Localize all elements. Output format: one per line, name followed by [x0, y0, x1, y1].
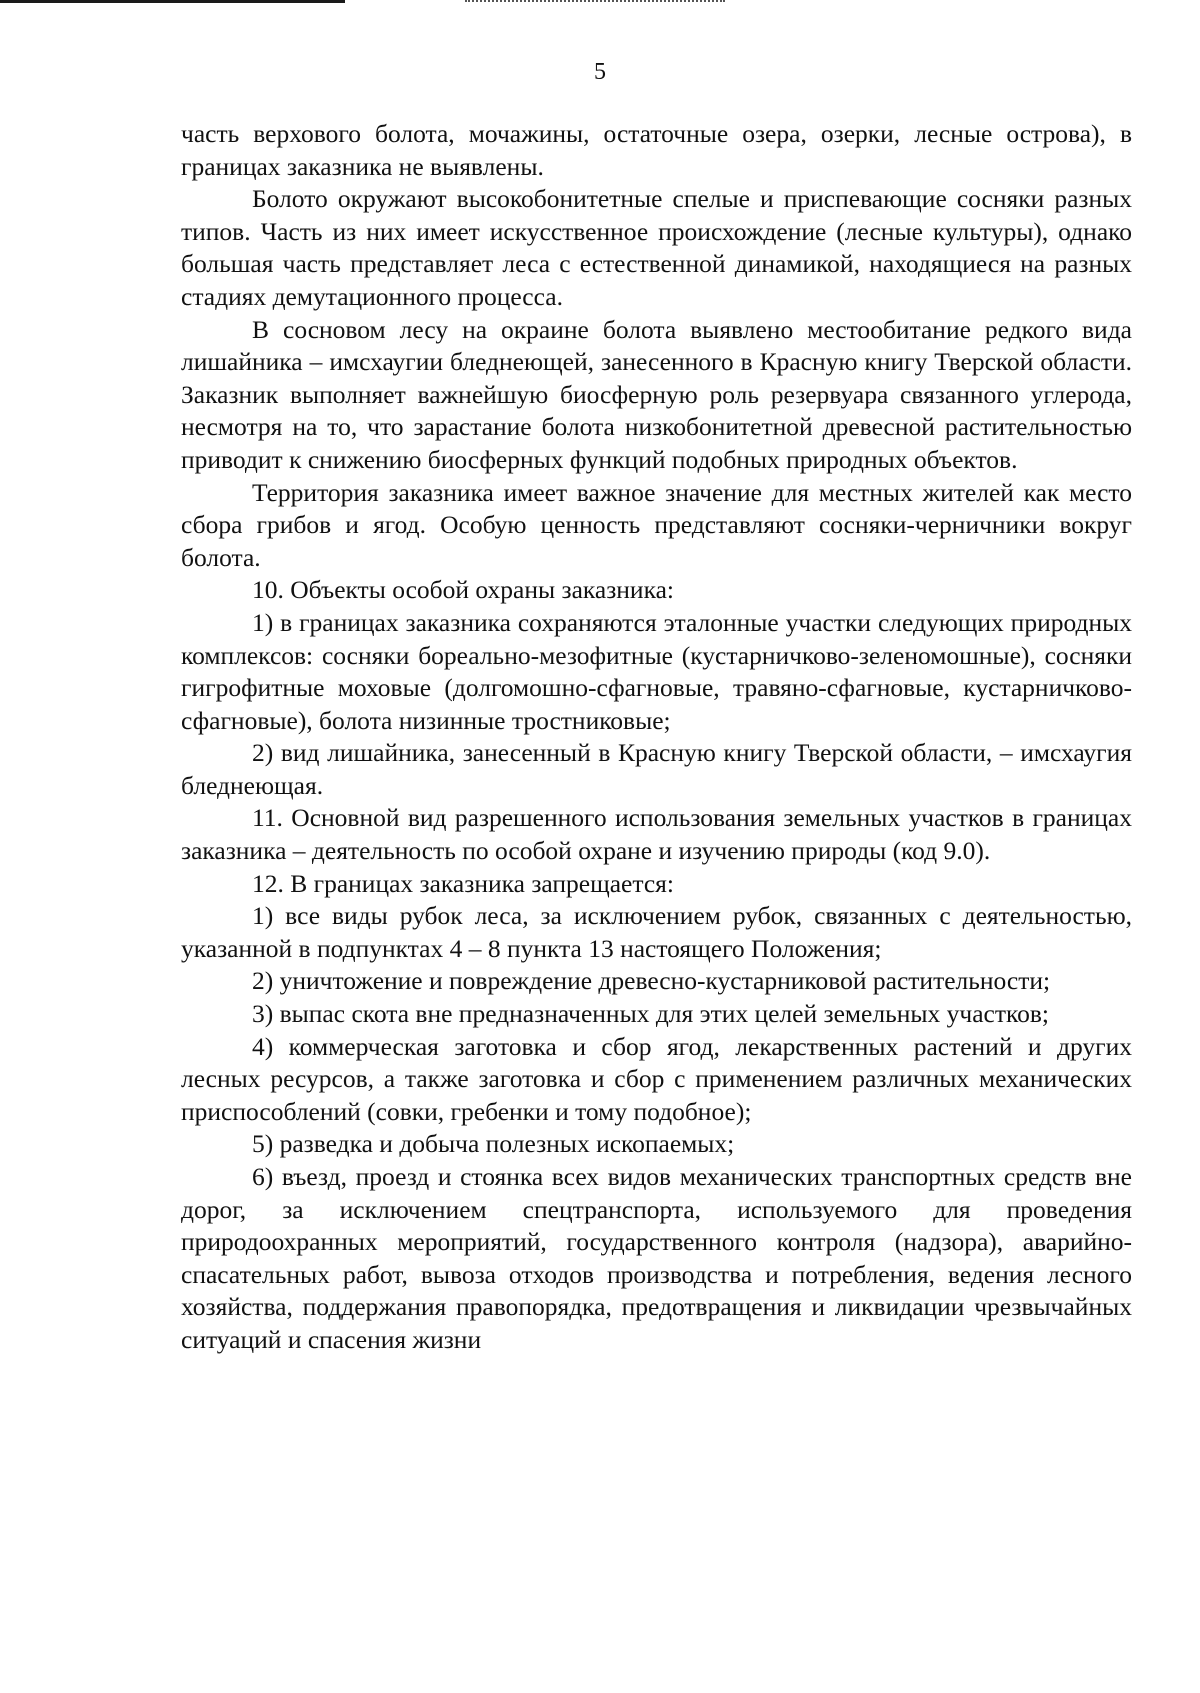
- scan-edge-mark: [0, 0, 345, 3]
- list-item: 2) уничтожение и повреждение древесно-кустарниковой растительности;: [252, 966, 1051, 996]
- list-item: 2) вид лишайника, занесенный в Красную книгу Тверской области, – имсхаугия бледнеющая.: [181, 738, 1132, 800]
- paragraph: Болото окружают высокобонитетные спелые и приспевающие сосняки разных типов. Часть из них имеет искусственное происхождение (лесные культуры), однако большая часть представляет леса с естественной динамикой, находящиеся на разных стадиях демутационного процесса.: [181, 184, 1132, 311]
- list-item: 5) разведка и добыча полезных ископаемых;: [252, 1129, 735, 1159]
- paragraph: Территория заказника имеет важное значение для местных жителей как место сбора грибов и ягод. Особую ценность представляют сосняки-черничники вокруг болота.: [181, 477, 1132, 572]
- document-body: [181, 118, 1132, 1357]
- list-item: 6) въезд, проезд и стоянка всех видов механических транспортных средств вне дорог, за исключением спецтранспорта, используемого для проведения природоохранных мероприятий, государственного контроля (надзора), аварийно-спасательных работ, вывоза отходов производства и потребления, ведения лесного хозяйства, поддержания правопорядка, предотвращения и ликвидации чрезвычайных ситуаций и спасения жизни: [181, 1162, 1132, 1354]
- page-number: 5: [594, 59, 606, 85]
- section-heading: 10. Объекты особой охраны заказника:: [252, 575, 674, 605]
- list-item: 4) коммерческая заготовка и сбор ягод, лекарственных растений и других лесных ресурсов, а также заготовка и сбор с применением различных механических приспособлений (совки, гребенки и тому подобное);: [181, 1031, 1132, 1126]
- paragraph: В сосновом лесу на окраине болота выявлено местообитание редкого вида лишайника – имсхаугии бледнеющей, занесенного в Красную книгу Тверской области. Заказник выполняет важнейшую биосферную роль резервуара связанного углерода, несмотря на то, что зарастание болота низкобонитетной древесной растительностью приводит к снижению биосферных функций подобных природных объектов.: [181, 314, 1132, 474]
- scan-edge-mark: [465, 0, 725, 6]
- list-item: 1) все виды рубок леса, за исключением рубок, связанных с деятельностью, указанной в подпунктах 4 – 8 пункта 13 настоящего Положения;: [181, 901, 1132, 963]
- paragraph: часть верхового болота, мочажины, остаточные озера, озерки, лесные острова), в границах заказника не выявлены.: [181, 119, 1132, 181]
- list-item: 3) выпас скота вне предназначенных для этих целей земельных участков;: [252, 999, 1049, 1029]
- section-heading: 12. В границах заказника запрещается:: [252, 868, 674, 898]
- list-item: 1) в границах заказника сохраняются эталонные участки следующих природных комплексов: сосняки бореально-мезофитные (кустарничково-зеленомошные), сосняки гигрофитные моховые (долгомошно-сфагновые, травяно-сфагновые, кустарничково-сфагновые), болота низинные тростниковые;: [181, 607, 1132, 735]
- section-heading: 11. Основной вид разрешенного использования земельных участков в границах заказника – деятельность по особой охране и изучению природы (код 9.0).: [181, 803, 1132, 866]
